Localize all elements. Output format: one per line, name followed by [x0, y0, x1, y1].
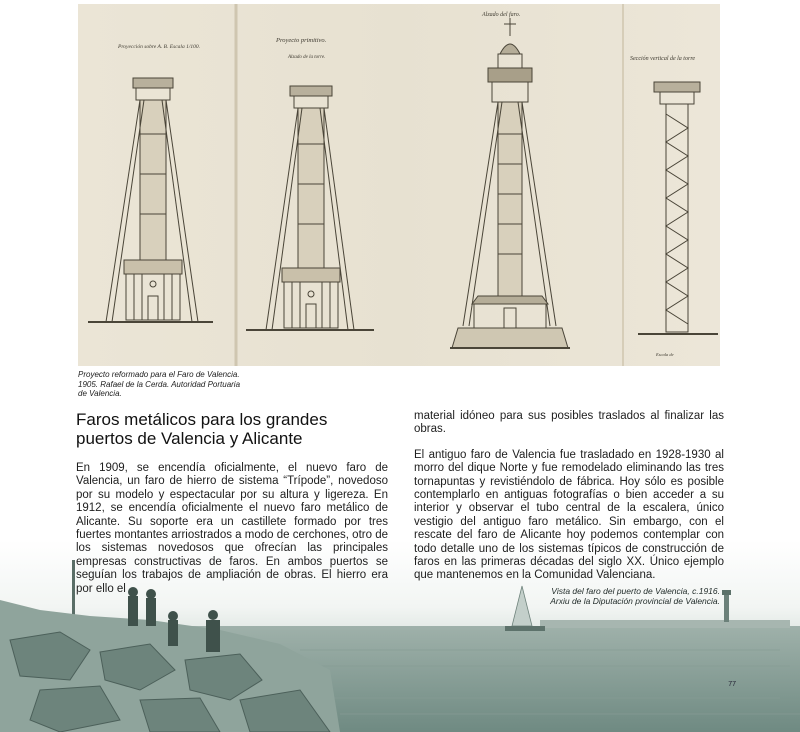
article-title	[76, 410, 388, 448]
engraving-caption-line-3: de Valencia.	[78, 389, 122, 398]
photo-caption-line-2: Arxiu de la Diputación provincial de Valencia.	[550, 596, 720, 606]
engraving-caption-line-1: Proyecto reformado para el Faro de Valencia.	[78, 370, 240, 379]
plate-label-2: Proyecto primitivo.	[276, 37, 327, 44]
plate-label-4: Alzado del faro.	[482, 12, 521, 18]
photo-caption	[480, 586, 720, 606]
engraving-drawing	[78, 4, 720, 366]
plate-label-6: Escala de	[656, 352, 674, 357]
article-title-line-1: Faros metálicos para los grandes	[76, 410, 328, 429]
engraving-caption-line-2: 1905. Rafael de la Cerda. Autoridad Portuaria	[78, 379, 241, 389]
article-paragraph-1: En 1909, se encendía oficialmente, el nuevo faro de Valencia, un faro de hierro de sistema “Trípode”, novedoso por su modelo y espectacular por su altura y ligereza. En 1912, se encendía oficialmente el nuevo faro metálico de Alicante. Su soporte era un castillete formado por tres fuertes montantes arriostrados a modo de cerchones, otro de los sistemas novedosos que ofrecían las principales empresas constructivas de faros. En ambos puertos se seguían los trabajos de ampliación de obras. El hierro era por ello el	[76, 462, 388, 595]
article-title-line-2: puertos de Valencia y Alicante	[76, 429, 303, 448]
article-paragraph-2: material idóneo para sus posibles traslados al finalizar las obras.	[414, 410, 724, 436]
page-number: 77	[728, 681, 736, 688]
lighthouse-engraving	[78, 4, 720, 366]
photo-caption-line-1: Vista del faro del puerto de Valencia, c.1916.	[551, 586, 720, 596]
engraving-caption	[78, 370, 298, 399]
plate-label-1: Proyección sobre A. B. Escala 1/100.	[118, 44, 200, 50]
article-column-right	[414, 410, 724, 595]
plate-label-3: Alzado de la torre.	[288, 55, 326, 60]
article-column-left	[76, 410, 388, 608]
article-paragraph-3: El antiguo faro de Valencia fue trasladado en 1928-1930 al morro del dique Norte y fue remodelado eliminando las tres tornapuntas y revistiéndolo de fábrica. Hoy sólo es posible contemplarlo en antiguas fotografías o bien acceder a su interior y observar el tubo central de la escalera, único vestigio del antiguo faro metálico. Sin embargo, con el rescate del faro de Alicante hoy podemos contemplar con todo detalle uno de los sistemas típicos de construcción de faros en las primeras décadas del siglo XX. Único ejemplo que mantenemos en la Comunidad Valenciana.	[414, 448, 724, 582]
plate-label-5: Sección vertical de la torre	[630, 56, 696, 62]
